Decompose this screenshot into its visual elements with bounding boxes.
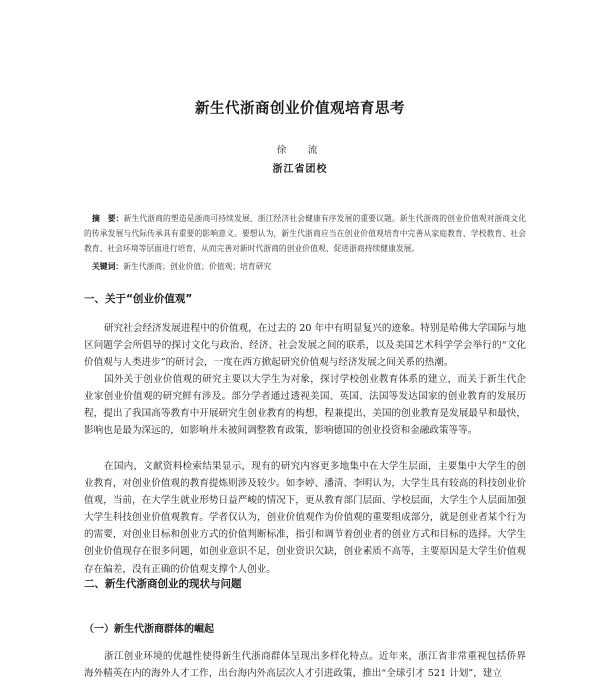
abstract	[84, 211, 526, 256]
abstract-label: 摘 要：	[92, 214, 124, 223]
paper-title: 新生代浙商创业价值观培育思考	[195, 101, 405, 117]
author-name: 徐 流	[276, 145, 324, 156]
keywords-text: 新生代浙商；创业价值；价值观；培育研究	[123, 262, 272, 271]
keywords-label: 关键词：	[92, 262, 124, 271]
body-paragraph: 国外关于创业价值观的研究主要以大学生为对象，探讨学校创业教育体系的建立，而关于新生代企业家创业价值观的研究鲜有涉及。部分学者通过透视美国、英国、法国等发达国家的创业教育的发展历程，提出了我国高等教育中开展研究生创业教育的构想，程兼提出，美国的创业教育是发展最早和最快，影响也是最为深远的，如影响并未被间调整教育政策，影响德国的创业投资和金融政策等等。	[84, 374, 526, 437]
body-paragraph: 浙江创业环境的优越性使得新生代浙商群体呈现出多样化特点。近年来，浙江省非常重视包括侨界海外精英在内的海外人才工作，出台海内外高层次人才引进政策，推出“全球引才 521 计划”，建立	[84, 651, 526, 680]
body-paragraph: 在国内，文献资料检索结果显示，现有的研究内容更多地集中在大学生层面，主要集中大学生的创业教育，对创业价值观的教育提炼则涉及较少。如李婷、潘清、李明认为，大学生具有较高的科技创业价值观，当前，在大学生就业形势日益严峻的情况下，更从教育部门层面、学校层面，大学生个人层面加强大学生科技创业价值观教育。学者仅认为，创业价值观作为价值观的重要组成部分，就是创业者某个行为的需要，对创业目标和创业方式的价值判断标准，指引和调节着创业者的创业方式和目标的选择。大学生创业价值现存在很多问题，如创业意识不足，创业资识欠缺，创业素质不高等，主要原因是大学生价值观存在偏差，没有正确的价值观支撑个人创业。	[84, 461, 526, 575]
body-paragraph: 研究社会经济发展进程中的价值观，在过去的 20 年中有明显复兴的迹象。特别是哈佛大学国际与地区问题学会所倡导的探讨文化与政治、经济、社会发展之间的联系，以及美国艺术科学学会举行的“文化价值观与人类进步”的研讨会，一度在西方掀起研究价值观与经济发展之间关系的热潮。	[84, 323, 526, 369]
section-1-heading: 一、关于“创业价值观”	[84, 293, 193, 305]
abstract-text: 新生代浙商的塑造是浙商可持续发展、浙江经济社会健康有序发展的重要议题。新生代浙商的创业价值观对浙商文化的传承发展与代际传承具有重要的影响意义。要想认为，新生代浙商应当在创业价值观培育中完善从家庭教育、学校教育、社会教育、社会环境等层面进行培育，从而完善对新时代浙商的创业价值观、促进浙商持续健康发展。	[84, 214, 527, 253]
subsection-1-heading: （一）新生代浙商群体的崛起	[84, 624, 214, 635]
section-2-heading: 二、新生代浙商创业的现状与问题	[84, 578, 242, 590]
keywords	[84, 259, 526, 274]
author-affiliation: 浙江省团校	[272, 164, 328, 175]
